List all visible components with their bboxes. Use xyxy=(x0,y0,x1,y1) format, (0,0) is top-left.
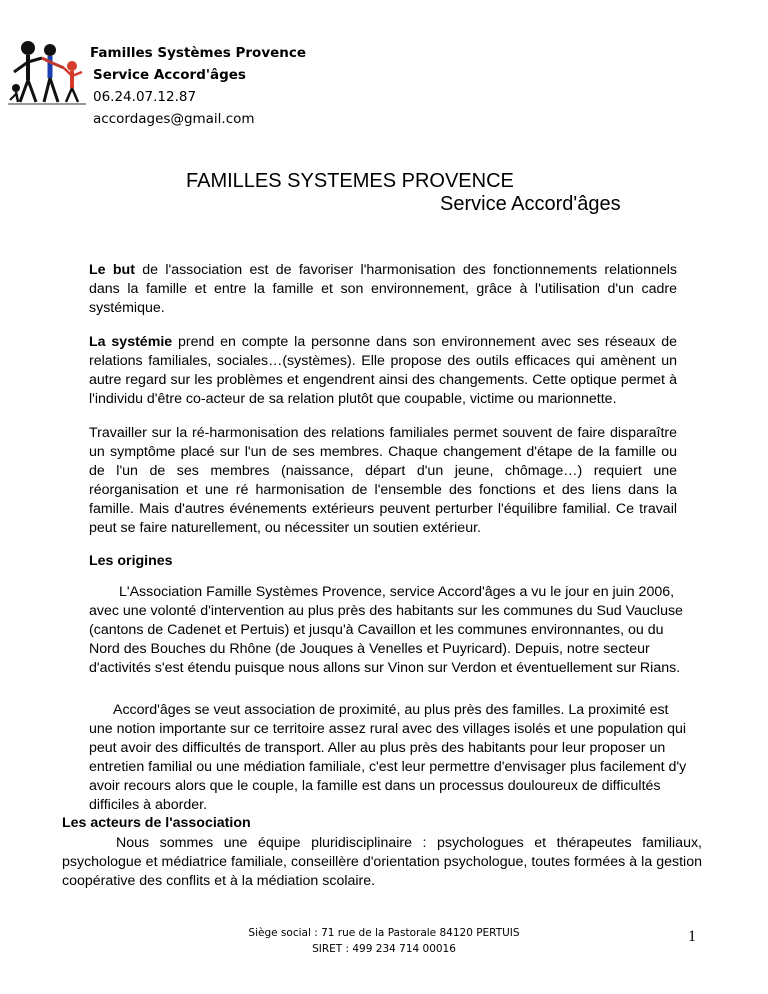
phone-number: 06.24.07.12.87 xyxy=(93,89,197,105)
paragraph-acteurs: Nous sommes une équipe pluridisciplinaire : psychologues et thérapeutes familiaux, psychologue et médiatrice familiale, conseillère d'orientation psychologue, toutes formées à la gestion coopérative des conflits et à la médiation scolaire. xyxy=(62,835,702,889)
paragraph-text: de l'association est de favoriser l'harmonisation des fonctionnements relationnels dans la famille et entre la famille et son environnement, grâce à l'utilisation d'un cadre systémique. xyxy=(89,262,677,316)
paragraph-origines: L'Association Famille Systèmes Provence, service Accord'âges a vu le jour en juin 2006, avec une volonté d'intervention au plus près des habitants sur les communes du Sud Vaucluse (cantons de Cadenet et Pertuis) et jusqu'à Cavaillon et les communes environnantes, ou du Nord des Bouches du Rhône (de Jouques à Venelles et Puyricard). Depuis, notre secteur d'activités s'est étendu puisque nous allons sur Vinon sur Verdon et éventuellement sur Rians. xyxy=(89,584,683,676)
paragraph-reharmonisation: Travailler sur la ré-harmonisation des relations familiales permet souvent de faire disparaître un symptôme placé sur l'un de ses membres. Chaque changement d'étape de la famille ou de l'un de ses membres (naissance, départ d'un jeune, chômage…) requiert une réorganisation et une ré harmonisation de l'ensemble des fonctions et des liens dans la famille. Mais d'autres événements extérieurs peuvent perturber l'équilibre familial. Ce travail peut se faire naturellement, ou nécessiter un soutien extérieur. xyxy=(89,425,677,536)
org-name: Familles Systèmes Provence xyxy=(90,45,307,61)
family-logo-icon xyxy=(6,38,88,110)
heading-acteurs: Les acteurs de l'association xyxy=(62,815,251,831)
service-name: Service Accord'âges xyxy=(93,67,246,83)
footer-address: Siège social : 71 rue de la Pastorale 84120 PERTUIS xyxy=(248,927,520,939)
paragraph-text: prend en compte la personne dans son environnement avec ses réseaux de relations familiales, sociales…(systèmes). Elle propose des outils efficaces qui amènent un autre regard sur les problèmes et engendrent ainsi des changements. Cette optique permet à l'individu d'être co-acteur de sa relation plutôt que coupable, victime ou marionnette. xyxy=(89,334,678,407)
org-header xyxy=(90,42,306,130)
page-number: 1 xyxy=(688,928,696,945)
paragraph-systemie xyxy=(89,333,677,409)
heading-origines: Les origines xyxy=(89,553,173,569)
paragraph-lead: La systémie xyxy=(89,334,173,350)
document-subtitle: Service Accord'âges xyxy=(440,193,621,215)
footer xyxy=(0,925,768,957)
email-address: accordages@gmail.com xyxy=(93,111,255,127)
paragraph-but xyxy=(89,261,677,318)
footer-siret: SIRET : 499 234 714 00016 xyxy=(312,943,456,955)
paragraph-proximite: Accord'âges se veut association de proximité, au plus près des familles. La proximité est une notion importante sur ce territoire assez rural avec des villages isolés et une population qui peut avoir des difficultés de transport. Aller au plus près des habitants pour leur proposer un entretien familial ou une médiation familiale, c'est leur permettre d'envisager plus facilement d'y avoir recours alors que le couple, la famille est dans un processus douloureux de difficultés difficiles à aborder. xyxy=(89,702,687,813)
paragraph-lead: Le but xyxy=(89,262,135,278)
document-title: FAMILLES SYSTEMES PROVENCE xyxy=(186,170,514,192)
